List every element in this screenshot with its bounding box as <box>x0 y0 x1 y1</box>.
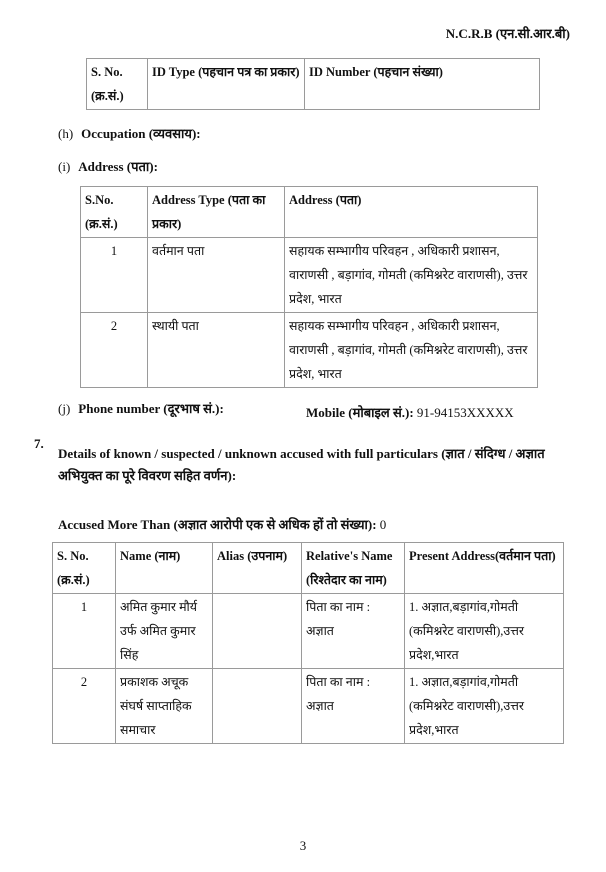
cell-sno: 1 <box>81 238 148 313</box>
accused-more-text: Accused More Than (अज्ञात आरोपी एक से अधिक हों तो संख्या): <box>58 517 377 532</box>
cell-address-type: स्थायी पता <box>148 313 285 388</box>
mobile-label <box>306 403 514 421</box>
item-mark: (h) <box>58 126 74 141</box>
table-header-row <box>87 59 540 110</box>
item-mark: (i) <box>58 159 71 174</box>
table-header-row <box>81 187 538 238</box>
id-table <box>86 58 540 110</box>
table-row <box>53 594 564 669</box>
table-row <box>81 313 538 388</box>
col-address: Address (पता) <box>285 187 538 238</box>
occupation-label <box>58 124 201 142</box>
item-mark: (j) <box>58 401 71 416</box>
col-alias: Alias (उपनाम) <box>213 543 302 594</box>
cell-name: अमित कुमार मौर्य उर्फ अमित कुमार सिंह <box>116 594 213 669</box>
cell-present-address: 1. अज्ञात,बड़ागांव,गोमती (कमिश्नरेट वाराणसी),उत्तर प्रदेश,भारत <box>405 669 564 744</box>
col-present-address: Present Address(वर्तमान पता) <box>405 543 564 594</box>
col-sno: S.No. (क्र.सं.) <box>81 187 148 238</box>
cell-sno: 1 <box>53 594 116 669</box>
address-text: Address (पता): <box>78 159 158 174</box>
col-relative: Relative's Name (रिश्तेदार का नाम) <box>302 543 405 594</box>
address-label <box>58 157 158 175</box>
cell-alias <box>213 669 302 744</box>
col-name: Name (नाम) <box>116 543 213 594</box>
document-header: N.C.R.B (एन.सी.आर.बी) <box>445 26 570 41</box>
accused-more-label <box>58 515 386 533</box>
table-row <box>81 238 538 313</box>
occupation-text: Occupation (व्यवसाय): <box>81 126 201 141</box>
page-number: 3 <box>299 838 307 853</box>
section-7-text: Details of known / suspected / unknown accused with full particulars (ज्ञात / संदिग्ध / अज्ञात अभियुक्त का पूरे विवरण सहित वर्णन): <box>58 446 545 483</box>
col-id-number: ID Number (पहचान संख्या) <box>305 59 540 110</box>
col-address-type: Address Type (पता का प्रकार) <box>148 187 285 238</box>
cell-present-address: 1. अज्ञात,बड़ागांव,गोमती (कमिश्नरेट वाराणसी),उत्तर प्रदेश,भारत <box>405 594 564 669</box>
section-number: 7. <box>34 436 44 451</box>
cell-relative: पिता का नाम : अज्ञात <box>302 669 405 744</box>
cell-address: सहायक सम्भागीय परिवहन , अधिकारी प्रशासन, वाराणसी , बड़ागांव, गोमती (कमिश्नरेट वाराणसी), उत्तर प्रदेश, भारत <box>285 238 538 313</box>
mobile-text: Mobile (मोबाइल सं.): <box>306 405 414 420</box>
cell-address: सहायक सम्भागीय परिवहन , अधिकारी प्रशासन, वाराणसी , बड़ागांव, गोमती (कमिश्नरेट वाराणसी), उत्तर प्रदेश, भारत <box>285 313 538 388</box>
col-sno: S. No. (क्र.सं.) <box>87 59 148 110</box>
mobile-value: 91-94153XXXXX <box>416 405 514 420</box>
col-sno: S. No. (क्र.सं.) <box>53 543 116 594</box>
address-table <box>80 186 538 388</box>
cell-relative: पिता का नाम : अज्ञात <box>302 594 405 669</box>
accused-table <box>52 542 564 744</box>
phone-label <box>58 399 224 417</box>
cell-address-type: वर्तमान पता <box>148 238 285 313</box>
accused-more-value: 0 <box>379 517 387 532</box>
table-row <box>53 669 564 744</box>
cell-sno: 2 <box>81 313 148 388</box>
cell-name: प्रकाशक अचूक संघर्ष साप्ताहिक समाचार <box>116 669 213 744</box>
cell-sno: 2 <box>53 669 116 744</box>
cell-alias <box>213 594 302 669</box>
col-id-type: ID Type (पहचान पत्र का प्रकार) <box>148 59 305 110</box>
phone-text: Phone number (दूरभाष सं.): <box>78 401 224 416</box>
table-header-row <box>53 543 564 594</box>
